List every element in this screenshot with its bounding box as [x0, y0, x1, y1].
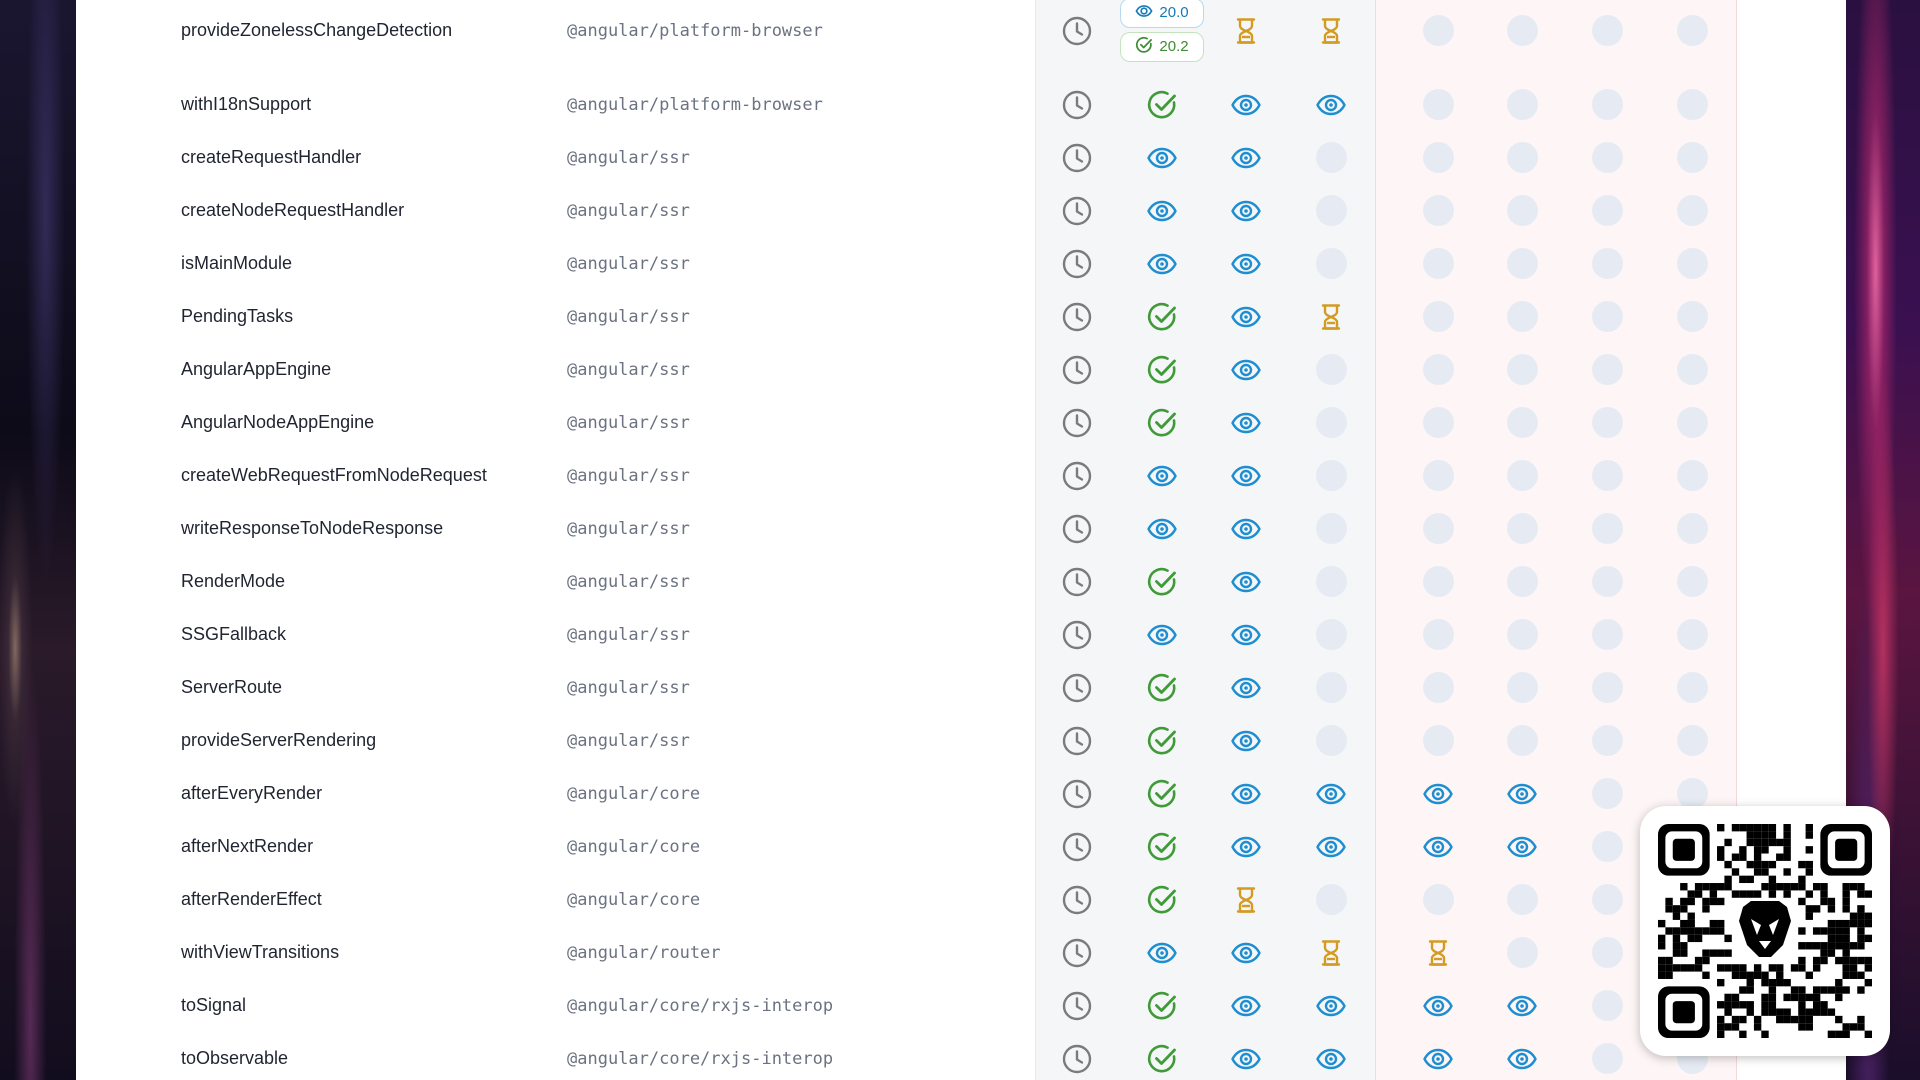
clock-icon[interactable]	[1060, 671, 1094, 705]
eye-icon[interactable]	[1229, 618, 1263, 652]
package-name: @angular/ssr	[567, 624, 690, 645]
eye-icon[interactable]	[1314, 88, 1348, 122]
table-row[interactable]	[76, 396, 1846, 449]
clock-icon[interactable]	[1060, 618, 1094, 652]
package-name: @angular/ssr	[567, 677, 690, 698]
clock-icon[interactable]	[1060, 406, 1094, 440]
api-name[interactable]: provideServerRendering	[181, 730, 377, 750]
empty-dot	[1590, 194, 1624, 228]
empty-dot	[1505, 512, 1539, 546]
empty-dot	[1314, 565, 1348, 599]
package-name: @angular/ssr	[567, 730, 690, 751]
package-name: @angular/ssr	[567, 518, 690, 539]
eye-icon[interactable]	[1421, 1042, 1455, 1076]
api-name[interactable]: afterNextRender	[181, 836, 314, 856]
preview-version-badge[interactable]	[1120, 0, 1204, 28]
eye-icon[interactable]	[1145, 936, 1179, 970]
table-row[interactable]	[76, 502, 1846, 555]
clock-icon[interactable]	[1060, 14, 1094, 48]
table-row[interactable]	[76, 820, 1846, 873]
empty-dot	[1505, 618, 1539, 652]
empty-dot	[1421, 883, 1455, 917]
empty-dot	[1314, 247, 1348, 281]
api-name[interactable]: toSignal	[181, 995, 247, 1015]
empty-dot	[1421, 724, 1455, 758]
empty-dot	[1590, 459, 1624, 493]
empty-dot	[1590, 141, 1624, 175]
check-circle-icon[interactable]	[1145, 406, 1179, 440]
table-row[interactable]	[76, 78, 1846, 131]
empty-dot	[1505, 671, 1539, 705]
empty-dot	[1505, 14, 1539, 48]
empty-dot	[1421, 618, 1455, 652]
clock-icon[interactable]	[1060, 353, 1094, 387]
eye-icon[interactable]	[1505, 989, 1539, 1023]
package-name: @angular/ssr	[567, 147, 690, 168]
clock-icon[interactable]	[1060, 141, 1094, 175]
api-name[interactable]: afterEveryRender	[181, 783, 323, 803]
api-name[interactable]: provideZonelessChangeDetection	[181, 20, 453, 40]
package-name: @angular/core/rxjs-interop	[567, 1048, 834, 1069]
empty-dot	[1421, 88, 1455, 122]
qr-code-card[interactable]	[1640, 806, 1890, 1056]
empty-dot	[1590, 88, 1624, 122]
eye-icon[interactable]	[1314, 830, 1348, 864]
table-row[interactable]	[76, 449, 1846, 502]
empty-dot	[1505, 88, 1539, 122]
empty-dot	[1590, 724, 1624, 758]
check-circle-icon[interactable]	[1145, 724, 1179, 758]
eye-icon[interactable]	[1314, 1042, 1348, 1076]
eye-icon[interactable]	[1145, 141, 1179, 175]
eye-icon[interactable]	[1505, 777, 1539, 811]
empty-dot	[1314, 353, 1348, 387]
eye-icon[interactable]	[1145, 618, 1179, 652]
hourglass-icon[interactable]	[1314, 936, 1348, 970]
eye-icon[interactable]	[1229, 671, 1263, 705]
empty-dot	[1421, 14, 1455, 48]
api-name[interactable]: withViewTransitions	[181, 942, 340, 962]
empty-dot	[1590, 671, 1624, 705]
clock-icon[interactable]	[1060, 777, 1094, 811]
table-row[interactable]	[76, 4, 1846, 57]
package-name: @angular/ssr	[567, 465, 690, 486]
version-label: 20.2	[1159, 38, 1189, 55]
empty-dot	[1421, 406, 1455, 440]
stable-version-badge[interactable]	[1120, 32, 1204, 62]
eye-icon[interactable]	[1229, 353, 1263, 387]
table-row[interactable]	[76, 237, 1846, 290]
empty-dot	[1675, 724, 1709, 758]
eye-icon[interactable]	[1314, 777, 1348, 811]
api-name[interactable]: PendingTasks	[181, 306, 294, 326]
api-name[interactable]: toObservable	[181, 1048, 289, 1068]
table-row[interactable]	[76, 979, 1846, 1032]
eye-icon[interactable]	[1229, 565, 1263, 599]
clock-icon[interactable]	[1060, 300, 1094, 334]
hourglass-icon[interactable]	[1229, 883, 1263, 917]
check-circle-icon[interactable]	[1145, 883, 1179, 917]
empty-dot	[1675, 618, 1709, 652]
api-name[interactable]: ServerRoute	[181, 677, 283, 697]
api-name[interactable]: SSGFallback	[181, 624, 287, 644]
api-name[interactable]: createWebRequestFromNodeRequest	[181, 465, 487, 485]
empty-dot	[1505, 141, 1539, 175]
package-name: @angular/ssr	[567, 359, 690, 380]
empty-dot	[1314, 141, 1348, 175]
package-name: @angular/router	[567, 942, 721, 963]
clock-icon[interactable]	[1060, 936, 1094, 970]
empty-dot	[1505, 724, 1539, 758]
empty-dot	[1314, 671, 1348, 705]
eye-icon[interactable]	[1229, 724, 1263, 758]
clock-icon[interactable]	[1060, 247, 1094, 281]
empty-dot	[1675, 671, 1709, 705]
empty-dot	[1505, 247, 1539, 281]
eye-icon[interactable]	[1421, 989, 1455, 1023]
empty-dot	[1675, 194, 1709, 228]
space-background-left	[0, 0, 76, 1080]
empty-dot	[1590, 406, 1624, 440]
api-name[interactable]: afterRenderEffect	[181, 889, 322, 909]
empty-dot	[1505, 194, 1539, 228]
package-name: @angular/core	[567, 783, 701, 804]
table-row[interactable]	[76, 290, 1846, 343]
empty-dot	[1505, 459, 1539, 493]
empty-dot	[1505, 936, 1539, 970]
table-row[interactable]	[76, 131, 1846, 184]
table-row[interactable]	[76, 608, 1846, 661]
empty-dot	[1505, 300, 1539, 334]
empty-dot	[1590, 353, 1624, 387]
brave-lion-icon	[1739, 901, 1791, 957]
empty-dot	[1590, 247, 1624, 281]
check-circle-icon[interactable]	[1145, 671, 1179, 705]
empty-dot	[1590, 1042, 1624, 1076]
eye-icon[interactable]	[1229, 406, 1263, 440]
eye-icon[interactable]	[1229, 141, 1263, 175]
clock-icon[interactable]	[1060, 1042, 1094, 1076]
package-name: @angular/platform-browser	[567, 20, 823, 41]
empty-dot	[1675, 300, 1709, 334]
table-row[interactable]	[76, 555, 1846, 608]
empty-dot	[1314, 883, 1348, 917]
empty-dot	[1505, 406, 1539, 440]
hourglass-icon[interactable]	[1314, 14, 1348, 48]
empty-dot	[1675, 141, 1709, 175]
empty-dot	[1590, 883, 1624, 917]
eye-icon[interactable]	[1229, 830, 1263, 864]
empty-dot	[1314, 459, 1348, 493]
hourglass-icon[interactable]	[1229, 14, 1263, 48]
api-name[interactable]: withI18nSupport	[181, 94, 312, 114]
eye-icon[interactable]	[1421, 830, 1455, 864]
eye-icon[interactable]	[1314, 989, 1348, 1023]
eye-icon[interactable]	[1505, 1042, 1539, 1076]
check-circle-icon[interactable]	[1145, 830, 1179, 864]
package-name: @angular/core/rxjs-interop	[567, 995, 834, 1016]
eye-icon[interactable]	[1145, 459, 1179, 493]
clock-icon[interactable]	[1060, 565, 1094, 599]
version-label: 20.0	[1159, 4, 1189, 21]
package-name: @angular/ssr	[567, 200, 690, 221]
empty-dot	[1421, 353, 1455, 387]
empty-dot	[1421, 247, 1455, 281]
eye-icon[interactable]	[1421, 777, 1455, 811]
empty-dot	[1675, 353, 1709, 387]
empty-dot	[1590, 830, 1624, 864]
eye-icon[interactable]	[1229, 300, 1263, 334]
empty-dot	[1314, 406, 1348, 440]
package-name: @angular/core	[567, 836, 701, 857]
empty-dot	[1675, 459, 1709, 493]
package-name: @angular/ssr	[567, 306, 690, 327]
table-row[interactable]	[76, 714, 1846, 767]
eye-icon[interactable]	[1505, 830, 1539, 864]
eye-icon[interactable]	[1229, 936, 1263, 970]
eye-icon[interactable]	[1229, 88, 1263, 122]
check-circle-icon[interactable]	[1145, 353, 1179, 387]
table-row[interactable]	[76, 184, 1846, 237]
eye-icon[interactable]	[1229, 459, 1263, 493]
eye-icon[interactable]	[1145, 512, 1179, 546]
eye-icon[interactable]	[1229, 777, 1263, 811]
empty-dot	[1421, 671, 1455, 705]
empty-dot	[1314, 512, 1348, 546]
clock-icon[interactable]	[1060, 512, 1094, 546]
table-row[interactable]	[76, 767, 1846, 820]
hourglass-icon[interactable]	[1421, 936, 1455, 970]
check-circle-icon[interactable]	[1145, 989, 1179, 1023]
empty-dot	[1590, 512, 1624, 546]
clock-icon[interactable]	[1060, 883, 1094, 917]
empty-dot	[1675, 14, 1709, 48]
eye-icon[interactable]	[1229, 989, 1263, 1023]
empty-dot	[1675, 88, 1709, 122]
empty-dot	[1590, 14, 1624, 48]
eye-icon	[1135, 2, 1153, 24]
feature-status-table	[76, 0, 1846, 1080]
package-name: @angular/ssr	[567, 571, 690, 592]
empty-dot	[1590, 565, 1624, 599]
check-circle-icon[interactable]	[1145, 1042, 1179, 1076]
clock-icon[interactable]	[1060, 194, 1094, 228]
api-name[interactable]: AngularAppEngine	[181, 359, 332, 379]
check-circle-icon[interactable]	[1145, 300, 1179, 334]
qr-code	[1658, 824, 1872, 1038]
check-circle-icon[interactable]	[1145, 565, 1179, 599]
empty-dot	[1421, 459, 1455, 493]
api-name[interactable]: RenderMode	[181, 571, 286, 591]
eye-icon[interactable]	[1229, 1042, 1263, 1076]
empty-dot	[1421, 194, 1455, 228]
eye-icon[interactable]	[1229, 247, 1263, 281]
empty-dot	[1421, 512, 1455, 546]
empty-dot	[1314, 618, 1348, 652]
check-circle-icon[interactable]	[1145, 777, 1179, 811]
table-row[interactable]	[76, 661, 1846, 714]
api-name[interactable]: createRequestHandler	[181, 147, 362, 167]
table-row[interactable]	[76, 873, 1846, 926]
clock-icon[interactable]	[1060, 830, 1094, 864]
table-row[interactable]	[76, 1032, 1846, 1080]
api-name[interactable]: isMainModule	[181, 253, 293, 273]
empty-dot	[1314, 194, 1348, 228]
eye-icon[interactable]	[1229, 512, 1263, 546]
check-circle-icon	[1135, 36, 1153, 58]
empty-dot	[1505, 353, 1539, 387]
empty-dot	[1675, 565, 1709, 599]
version-badges	[1120, 0, 1204, 64]
clock-icon[interactable]	[1060, 459, 1094, 493]
empty-dot	[1590, 989, 1624, 1023]
empty-dot	[1590, 777, 1624, 811]
empty-dot	[1421, 300, 1455, 334]
empty-dot	[1421, 141, 1455, 175]
empty-dot	[1590, 618, 1624, 652]
empty-dot	[1505, 565, 1539, 599]
check-circle-icon[interactable]	[1145, 88, 1179, 122]
hourglass-icon[interactable]	[1314, 300, 1348, 334]
empty-dot	[1590, 300, 1624, 334]
table-row[interactable]	[76, 343, 1846, 396]
empty-dot	[1421, 565, 1455, 599]
empty-dot	[1675, 247, 1709, 281]
empty-dot	[1505, 883, 1539, 917]
package-name: @angular/ssr	[567, 412, 690, 433]
package-name: @angular/ssr	[567, 253, 690, 274]
api-name[interactable]: AngularNodeAppEngine	[181, 412, 375, 432]
eye-icon[interactable]	[1229, 194, 1263, 228]
clock-icon[interactable]	[1060, 88, 1094, 122]
clock-icon[interactable]	[1060, 724, 1094, 758]
empty-dot	[1675, 406, 1709, 440]
api-name[interactable]: writeResponseToNodeResponse	[181, 518, 444, 538]
empty-dot	[1590, 936, 1624, 970]
table-row[interactable]	[76, 926, 1846, 979]
package-name: @angular/platform-browser	[567, 94, 823, 115]
eye-icon[interactable]	[1145, 194, 1179, 228]
empty-dot	[1675, 512, 1709, 546]
empty-dot	[1314, 724, 1348, 758]
clock-icon[interactable]	[1060, 989, 1094, 1023]
api-name[interactable]: createNodeRequestHandler	[181, 200, 405, 220]
package-name: @angular/core	[567, 889, 701, 910]
eye-icon[interactable]	[1145, 247, 1179, 281]
